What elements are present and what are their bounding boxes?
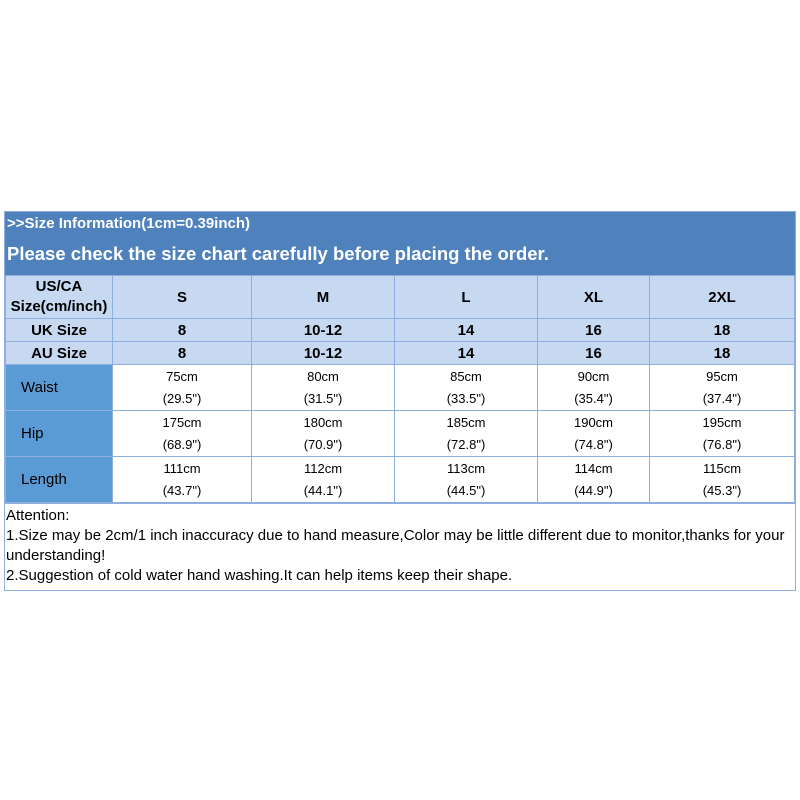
length-label: Length bbox=[6, 457, 113, 503]
measure-cell: 75cm (29.5") bbox=[113, 365, 252, 411]
size-cell: 8 bbox=[113, 319, 252, 342]
attention-title: Attention: bbox=[6, 507, 70, 524]
size-cell: 10-12 bbox=[252, 342, 395, 365]
size-cell: S bbox=[113, 276, 252, 319]
table-row bbox=[6, 365, 795, 411]
size-cell: 2XL bbox=[650, 276, 795, 319]
measure-cell: 180cm (70.9") bbox=[252, 411, 395, 457]
attention-notes bbox=[5, 503, 795, 590]
us-size-label: US/CA Size(cm/inch) bbox=[6, 276, 113, 319]
measure-cell: 114cm (44.9") bbox=[538, 457, 650, 503]
size-cell: XL bbox=[538, 276, 650, 319]
attention-line-1: 1.Size may be 2cm/1 inch inaccuracy due to hand measure,Color may be little different due to monitor,thanks for your understanding! bbox=[6, 527, 785, 564]
size-cell: 16 bbox=[538, 342, 650, 365]
measure-cell: 85cm (33.5") bbox=[395, 365, 538, 411]
table-row bbox=[6, 411, 795, 457]
au-size-label: AU Size bbox=[6, 342, 113, 365]
size-cell: 18 bbox=[650, 342, 795, 365]
measure-cell: 185cm (72.8") bbox=[395, 411, 538, 457]
table-row bbox=[6, 276, 795, 319]
measure-cell: 90cm (35.4") bbox=[538, 365, 650, 411]
size-cell: 16 bbox=[538, 319, 650, 342]
size-info-header: >>Size Information(1cm=0.39inch) bbox=[5, 212, 795, 236]
waist-label: Waist bbox=[6, 365, 113, 411]
table-row bbox=[6, 342, 795, 365]
size-cell: 14 bbox=[395, 319, 538, 342]
size-table bbox=[5, 275, 795, 503]
uk-size-label: UK Size bbox=[6, 319, 113, 342]
measure-cell: 95cm (37.4") bbox=[650, 365, 795, 411]
size-cell: 14 bbox=[395, 342, 538, 365]
measure-cell: 111cm (43.7") bbox=[113, 457, 252, 503]
table-row bbox=[6, 457, 795, 503]
size-cell: 8 bbox=[113, 342, 252, 365]
size-cell: 18 bbox=[650, 319, 795, 342]
table-row bbox=[6, 319, 795, 342]
size-chart bbox=[4, 211, 796, 591]
measure-cell: 113cm (44.5") bbox=[395, 457, 538, 503]
size-cell: 10-12 bbox=[252, 319, 395, 342]
measure-cell: 115cm (45.3") bbox=[650, 457, 795, 503]
measure-cell: 80cm (31.5") bbox=[252, 365, 395, 411]
measure-cell: 195cm (76.8") bbox=[650, 411, 795, 457]
hip-label: Hip bbox=[6, 411, 113, 457]
measure-cell: 190cm (74.8") bbox=[538, 411, 650, 457]
size-cell: L bbox=[395, 276, 538, 319]
measure-cell: 175cm (68.9") bbox=[113, 411, 252, 457]
attention-line-2: 2.Suggestion of cold water hand washing.It can help items keep their shape. bbox=[6, 567, 513, 584]
measure-cell: 112cm (44.1") bbox=[252, 457, 395, 503]
order-notice: Please check the size chart carefully before placing the order. bbox=[5, 236, 795, 275]
size-cell: M bbox=[252, 276, 395, 319]
